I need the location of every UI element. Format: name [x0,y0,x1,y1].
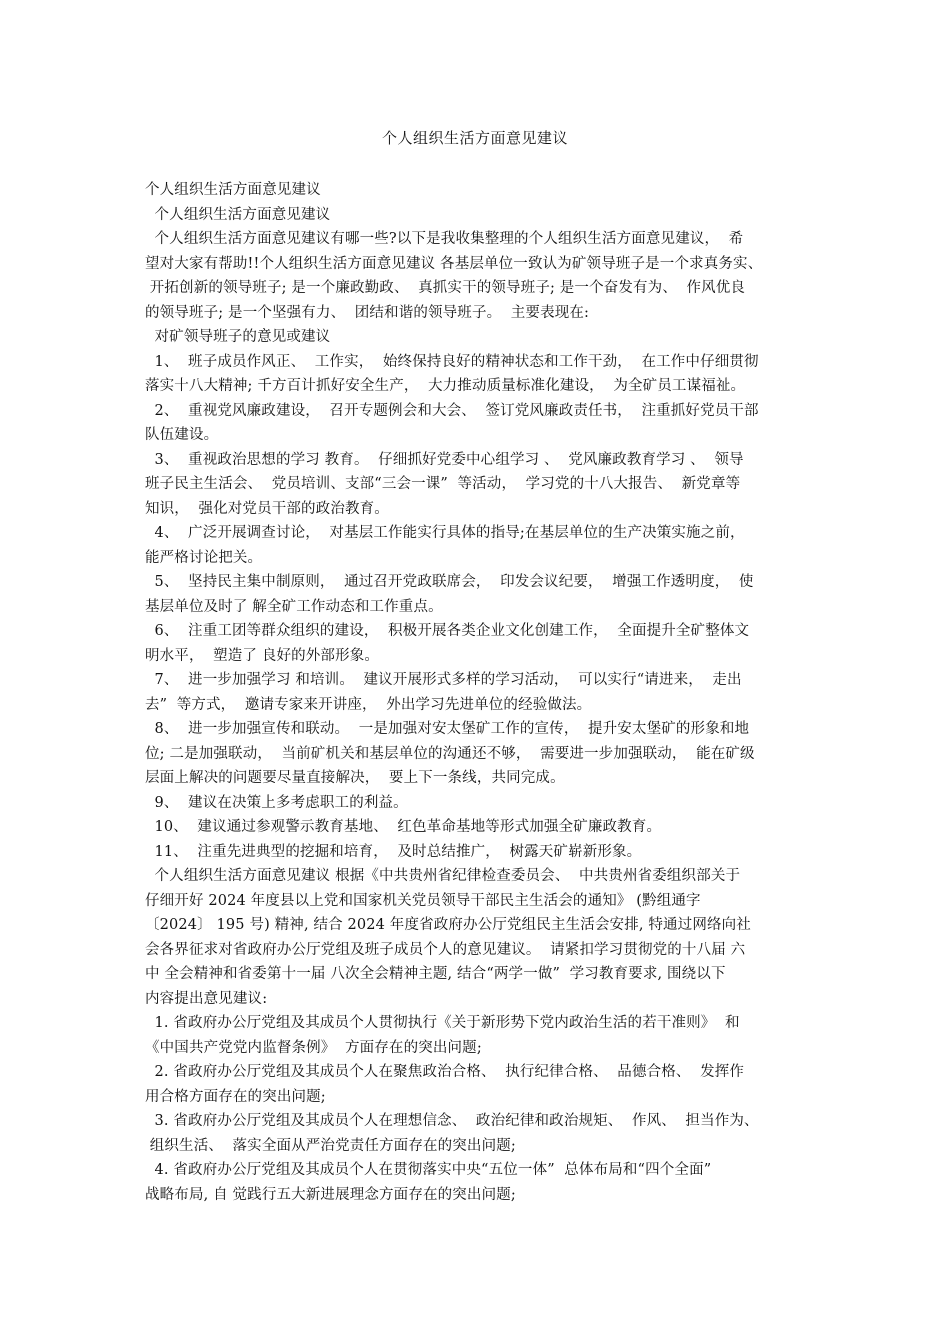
body-line: 7、 进一步加强学习 和培训。 建议开展形式多样的学习活动， 可以实行“请进来， 走出 [145,672,742,688]
body-line: 用合格方面存在的突出问题; [145,1088,326,1105]
body-line: 3、 重视政治思想的学习 教育。 仔细抓好党委中心组学习 、 党风廉政教育学习 、 领导 [145,451,744,468]
body-line: 2. 省政府办公厅党组及其成员个人在聚焦政治合格、 执行纪律合格、 品德合格、 发挥作 [145,1064,745,1080]
body-line: 2、 重视党风廉政建设， 召开专题例会和大会、 签订党风廉政责任书， 注重抓好党员干部 [145,402,759,419]
body-line: 个人组织生活方面意见建议 根据《中共贵州省纪律检查委员会、 中共贵州省委组织部关于 [145,868,741,884]
body-line: 3. 省政府办公厅党组及其成员个人在理想信念、 政治纪律和政治规矩、 作风、 担当作为、 [145,1113,759,1129]
body-line: 去” 等方式， 邀请专家来开讲座， 外出学习先进单位的经验做法。 [145,696,592,713]
body-line: 4、 广泛开展调查讨论， 对基层工作能实行具体的指导;在基层单位的生产决策实施之前， [145,525,745,541]
body-line: 个人组织生活方面意见建议 [145,182,321,198]
body-line: 仔细开好 2024 年度县以上党和国家机关党员领导干部民主生活会的通知》 (黔组通字 [145,892,701,909]
body-line: 中 全会精神和省委第十一届 八次全会精神主题, 结合“两学一做” 学习教育要求, 围绕以下 [145,966,726,982]
body-line: 6、 注重工团等群众组织的建设， 积极开展各类企业文化创建工作， 全面提升全矿整体文 [145,623,750,639]
body-line: 〔2024〕 195 号) 精神, 结合 2024 年度省政府办公厅党组民主生活会安排, 特通过网络向社 [145,917,751,933]
body-line: 明水平， 塑造了 良好的外部形象。 [145,647,380,664]
body-line: 4. 省政府办公厅党组及其成员个人在贯彻落实中央“五位一体” 总体布局和“四个全面” [145,1162,712,1178]
body-line: 5、 坚持民主集中制原则， 通过召开党政联席会， 印发会议纪要， 增强工作透明度， 使 [145,574,754,590]
body-line: 1、 班子成员作风正、 工作实， 始终保持良好的精神状态和工作干劲， 在工作中仔细贯彻 [145,353,759,370]
document-title: 个人组织生活方面意见建议 [381,129,568,147]
body-line: 战略布局, 自 觉践行五大新进展理念方面存在的突出问题; [145,1186,516,1203]
body-line: 《中国共产党党内监督条例》 方面存在的突出问题; [145,1039,482,1056]
body-line: 个人组织生活方面意见建议 [145,206,331,223]
body-line: 落实十八大精神; 千方百计抓好安全生产， 大力推动质量标准化建设， 为全矿员工谋福祉。 [145,378,746,394]
body-line: 8、 进一步加强宣传和联动。 一是加强对安太堡矿工作的宣传， 提升安太堡矿的形象和地 [145,721,750,737]
body-line: 能严格讨论把关。 [145,549,263,566]
body-line: 的领导班子; 是一个坚强有力、 团结和谐的领导班子。 主要表现在: [145,304,590,321]
body-line: 1. 省政府办公厅党组及其成员个人贯彻执行《关于新形势下党内政治生活的若干准则》 和 [145,1015,740,1031]
body-line: 个人组织生活方面意见建议有哪一些?以下是我收集整理的个人组织生活方面意见建议， 希 [145,231,744,247]
body-line: 班子民主生活会、 党员培训、支部“三会一课” 等活动， 学习党的十八大报告、 新党章等 [145,476,741,492]
body-line: 对矿领导班子的意见或建议 [145,329,331,345]
body-line: 层面上解决的问题要尽量直接解决， 要上下一条线，共同完成。 [145,770,565,786]
body-line: 内容提出意见建议: [145,990,268,1007]
body-line: 开拓创新的领导班子; 是一个廉政勤政、 真抓实干的领导班子; 是一个奋发有为、 作风优良 [145,280,746,296]
body-line: 10、 建议通过参观警示教育基地、 红色革命基地等形式加强全矿廉政教育。 [145,819,662,835]
document-body [145,178,815,1207]
body-line: 会各界征求对省政府办公厅党组及班子成员个人的意见建议。 请紧扣学习贯彻党的十八届 六 [145,941,746,958]
body-line: 知识， 强化对党员干部的政治教育。 [145,500,389,517]
body-line: 基层单位及时了 解全矿工作动态和工作重点。 [145,598,443,615]
body-line: 队伍建设。 [145,427,219,443]
body-line: 组织生活、 落实全面从严治党责任方面存在的突出问题; [145,1137,516,1154]
body-line: 望对大家有帮助!!个人组织生活方面意见建议 各基层单位一致认为矿领导班子是一个求真务实、 [145,255,763,272]
body-line: 11、 注重先进典型的挖掘和培育， 及时总结推广， 树露天矿崭新形象。 [145,843,642,860]
body-line: 9、 建议在决策上多考虑职工的利益。 [145,794,408,811]
body-line: 位; 二是加强联动， 当前矿机关和基层单位的沟通还不够， 需要进一步加强联动， 能在矿级 [145,745,755,762]
